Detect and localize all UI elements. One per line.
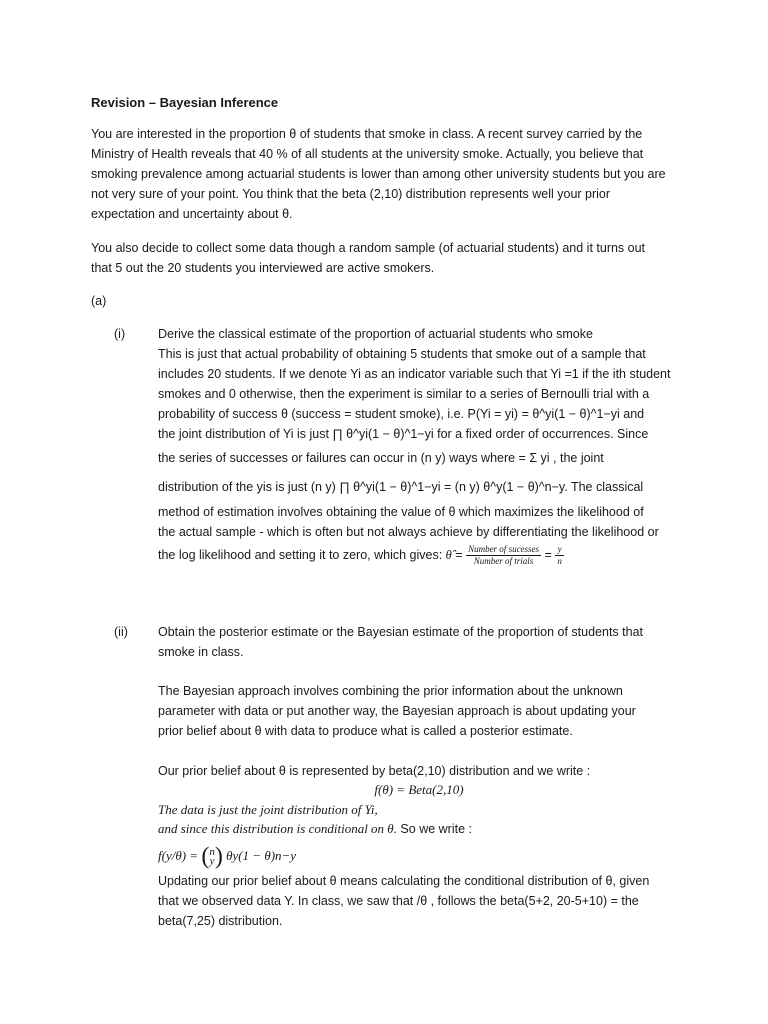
text-line: not very sure of your point. You think that the beta (2,10) distribution represents well your prior [91, 187, 611, 201]
text-line: Ministry of Health reveals that 40 % of all students at the university smoke. Actually, you believe that [91, 147, 644, 161]
mle-fraction [466, 544, 541, 567]
document-title: Revision – Bayesian Inference [91, 95, 279, 110]
update-paragraph [158, 871, 680, 931]
text-line: method of estimation involves obtaining the value of θ which maximizes the likelihood of [158, 505, 644, 519]
text-line: smoking prevalence among actuarial students is lower than among other university students but you are [91, 167, 666, 181]
mle-line: the log likelihood and setting it to zero, which gives: θ̂ = $\frac{\text{Number of sucesses}}{\text{Number of trials}}$ = $\frac{y}{n}$ [158, 544, 562, 567]
frac-n: n [557, 556, 562, 567]
text-line: the joint distribution of Yi is just ∏ θ^yi(1 − θ)^1−yi for a fixed order of occurrences. Since [158, 427, 649, 441]
part-ii-approach [158, 681, 680, 741]
text-line: The Bayesian approach involves combining the prior information about the unknown [158, 684, 623, 698]
text-line: expectation and uncertainty about θ. [91, 207, 293, 221]
text-line: This is just that actual probability of obtaining 5 students that smoke out of a sample that [158, 347, 646, 361]
text-line: that 5 out the 20 students you interviewed are active smokers. [91, 261, 435, 275]
text-line: prior belief about θ with data to produce what is called a posterior estimate. [158, 724, 573, 738]
text-line: You are interested in the proportion θ of students that smoke in class. A recent survey carried by the [91, 127, 643, 141]
text-line: that we observed data Y. In class, we saw that /θ , follows the beta(5+2, 20-5+10) = the [158, 894, 639, 908]
data-line-2-math: and since this distribution is conditional on θ. [158, 821, 397, 836]
y-over-n [555, 544, 564, 567]
text-line: the series of successes or failures can occur in (n y) ways where = Σ yi , the joint [158, 451, 604, 465]
prior-equation: f(θ) = Beta(2,10) [374, 782, 464, 797]
text-line: beta(7,25) distribution. [158, 914, 283, 928]
mle-text: the log likelihood and setting it to zero, which gives: [158, 548, 446, 562]
text-line: includes 20 students. If we denote Yi as an indicator variable such that Yi =1 if the ith student [158, 367, 671, 381]
data-line-2-tail: So we write : [396, 822, 472, 836]
frac-numerator: Number of sucesses [468, 544, 540, 555]
text-line: Obtain the posterior estimate or the Bayesian estimate of the proportion of students that [158, 625, 643, 639]
likelihood-lhs: f(y/θ) = [158, 848, 202, 863]
text-line: Updating our prior belief about θ means calculating the conditional distribution of θ, given [158, 874, 650, 888]
text-line: smoke in class. [158, 645, 244, 659]
text-line: smokes and 0 otherwise, then the experiment is similar to a series of Bernoulli trial with a [158, 387, 650, 401]
intro-paragraph-1 [91, 124, 679, 224]
text-line: parameter with data or put another way, the Bayesian approach is about updating your [158, 704, 636, 718]
binomial-coefficient: ( n y ) [201, 843, 223, 870]
part-i-label: (i) [114, 327, 126, 341]
theta-hat: θ̂ [445, 548, 452, 562]
likelihood-rhs: θy(1 − θ)n−y [222, 848, 297, 863]
frac-y: y [555, 544, 564, 556]
text-line: the actual sample - which is often but not always achieve by differentiating the likelihood or [158, 525, 659, 539]
part-ii-question [158, 622, 680, 662]
data-line-2 [158, 819, 680, 839]
likelihood-equation [158, 841, 680, 871]
part-a-label: (a) [91, 294, 107, 308]
text-line: You also decide to collect some data though a random sample (of actuarial students) and it turns out [91, 241, 646, 255]
text-line: probability of success θ (success = student smoke), i.e. P(Yi = yi) = θ^yi(1 − θ)^1−yi and [158, 407, 645, 421]
intro-paragraph-2 [91, 238, 679, 278]
prior-line: Our prior belief about θ is represented by beta(2,10) distribution and we write : [158, 764, 591, 778]
text-line: distribution of the yis is just (n y) ∏ θ^yi(1 − θ)^1−yi = (n y) θ^y(1 − θ)^n−y. The classical [158, 480, 644, 494]
part-i-body [158, 324, 680, 568]
part-i-question: Derive the classical estimate of the proportion of actuarial students who smoke [158, 327, 593, 341]
part-ii-label: (ii) [114, 625, 128, 639]
frac-denominator: Number of trials [473, 556, 534, 567]
data-line-1: The data is just the joint distribution of Yi, [158, 802, 378, 817]
